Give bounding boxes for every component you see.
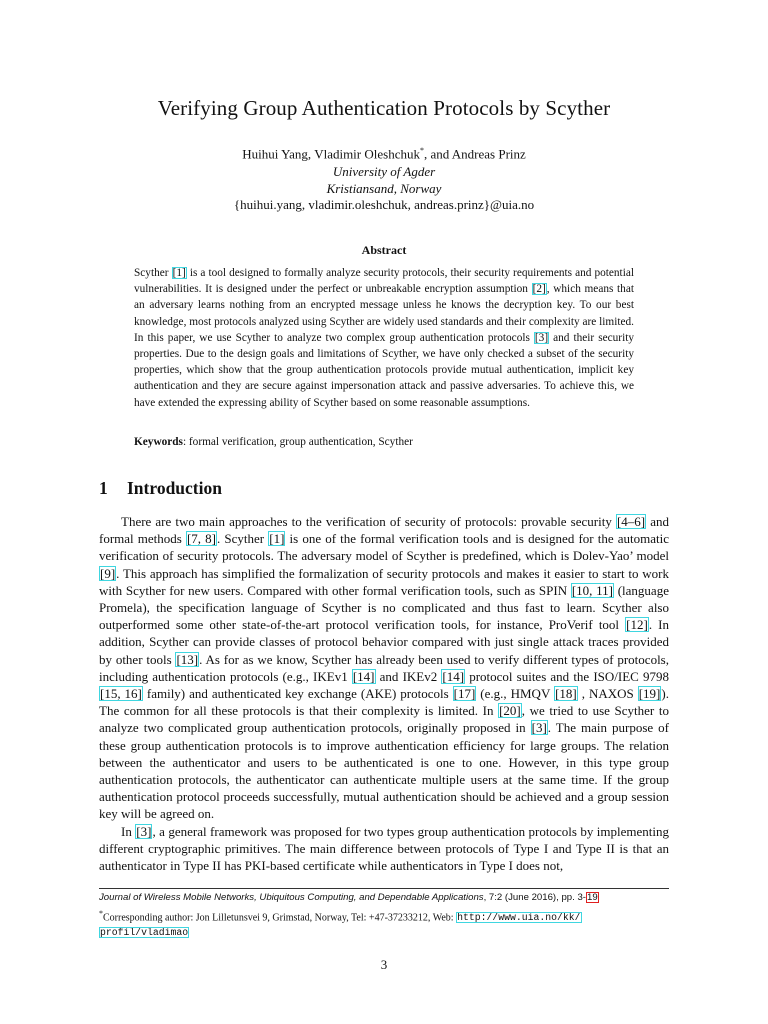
text-run: is a tool designed to formally analyze security protocols, their security requirements and potential vulnerabilities. It is designed under the perfect or unbreakable encryption assumption: [134, 267, 634, 296]
affiliation-location: Kristiansand, Norway: [326, 181, 442, 196]
journal-name: Journal of Wireless Mobile Networks, Ubiquitous Computing, and Dependable Applications: [99, 892, 484, 903]
body-text: [99, 513, 669, 874]
text-run: , we tried to use Scyther to analyze two complicated group authentication protocols, originally proposed in: [99, 703, 669, 736]
citation-link[interactable]: [1]: [269, 531, 285, 547]
citation-link[interactable]: [13]: [176, 651, 199, 667]
citation-link[interactable]: [12]: [626, 617, 648, 633]
text-run: . In addition, Scyther can provide classes of protocol behavior compared with just single attack traces provided by other tools: [99, 617, 669, 667]
text-run: , NAXOS: [577, 686, 638, 702]
section-number: 1: [99, 478, 108, 498]
paragraph: [99, 513, 669, 823]
citation-link[interactable]: [18]: [555, 686, 577, 702]
citation-link[interactable]: [4–6]: [616, 514, 646, 529]
journal-footnote: [99, 892, 669, 903]
text-run: is one of the formal verification tools and is designed for the automatic verification of security protocols. The adversary model of Scyther is predefined, which is Dolev-Yao’ model: [99, 531, 669, 564]
text-run: . As for as we know, Scyther has already been used to verify different types of protocols, including authentication protocols (e.g., IKEv1: [99, 651, 669, 684]
section-title: Introduction: [127, 478, 222, 498]
corr-mark: *: [99, 909, 103, 918]
citation-link[interactable]: [3]: [531, 720, 547, 736]
text-run: (e.g., HMQV: [476, 686, 555, 702]
citation-link[interactable]: [1]: [172, 267, 186, 279]
paragraph: [99, 823, 669, 875]
citation-link[interactable]: [9]: [100, 565, 116, 581]
citation-link[interactable]: [20]: [499, 703, 521, 719]
author-emails: {huihui.yang, vladimir.oleshchuk, andreas.prinz}@uia.no: [233, 197, 535, 212]
author-list: [0, 146, 768, 162]
text-run: family) and authenticated key exchange (AKE) protocols: [142, 686, 453, 702]
citation-link[interactable]: [17]: [453, 686, 476, 702]
authors-tail: , and Andreas Prinz: [423, 146, 526, 162]
abstract-text: [134, 265, 634, 411]
text-run: and formal methods: [99, 514, 669, 547]
text-run: . The main purpose of these group authentication protocols is to improve authentication efficiency for large groups. The relation between the authenticator and users to be authenticated is one to one. However, in this type group authentication protocols, the authenticator can authenticate multiple users at the same time. If the group authentication protocol proceeds successfully, mutual authentication should be achieved and a group session key will be agreed on.: [99, 720, 669, 822]
text-run: and their security properties. Due to the design goals and limitations of Scyther, we have only checked a subset of the security properties, which show that the group authentication protocols provide mutual authentication, implicit key authentication and they are secure against impersonation attack and passive adversaries. To achieve this, we have extended the expressing ability of Scyther based on some reasonable assumptions.: [134, 331, 634, 409]
paper-title: Verifying Group Authentication Protocols by Scyther: [157, 96, 611, 120]
citation-link[interactable]: [3]: [534, 331, 549, 344]
text-run: , which means that an adversary learns nothing from an encrypted message unless he knows the decryption key. To our best knowledge, most protocols analyzed using Scyther are widely used standards and their complexity are limited. In this paper, we use Scyther to analyze two complex group authentication protocols: [134, 283, 634, 344]
text-run: ). The common for all these protocols is that their complexity is limited. In: [99, 686, 669, 719]
citation-link[interactable]: [19]: [638, 686, 661, 702]
citation-link[interactable]: [7, 8]: [186, 531, 217, 547]
text-run: . Scyther: [217, 531, 269, 547]
keywords-label: Keywords: [134, 436, 183, 448]
text-run: protocol suites and the ISO/IEC 9798: [465, 668, 669, 684]
citation-link[interactable]: [2]: [532, 283, 546, 296]
journal-last-page-link[interactable]: 19: [586, 892, 598, 903]
citation-link[interactable]: [14]: [352, 668, 375, 684]
text-run: Scyther: [134, 267, 172, 279]
text-run: and IKEv2: [375, 668, 442, 684]
page-number: 3: [380, 957, 388, 972]
text-run: There are two main approaches to the verification of security of protocols: provable security: [121, 514, 616, 529]
citation-link[interactable]: [3]: [136, 823, 152, 839]
keywords-line: [134, 436, 634, 448]
affiliation-university: University of Agder: [332, 164, 436, 179]
text-run: . This approach has simplified the formalization of security protocols and makes it easier to start to work with Scyther for new users. Compared with other formal verification tools, such as SPIN: [99, 565, 669, 598]
keywords-values: : formal verification, group authentication, Scyther: [182, 436, 413, 448]
text-run: In: [121, 823, 136, 839]
text-run: (language Promela), the specification language of Scyther is no complicated and thus fast to learn. Scyther also outperformed some other state-of-the-art protocol verification tools, for instance, ProVerif tool: [99, 582, 669, 633]
footnote-rule: [99, 888, 669, 889]
journal-info: , 7:2 (June 2016), pp. 3-: [483, 892, 586, 903]
corresponding-author-footnote: [99, 906, 671, 940]
text-run: , a general framework was proposed for two types group authentication protocols by implementing different cryptographic primitives. The main difference between protocols of Type I and Type II is that an authenticator in Type II has PKI-based certificate while authenticators in Type I does not,: [99, 823, 669, 874]
corr-text: Corresponding author: Jon Lilletunsvei 9, Grimstad, Norway, Tel: +47-37233212, Web:: [103, 912, 457, 924]
homepage-link[interactable]: http://www.uia.no/kk/: [457, 912, 581, 924]
citation-link[interactable]: [14]: [442, 668, 465, 684]
abstract-heading: Abstract: [361, 243, 407, 257]
authors-main: Huihui Yang, Vladimir Oleshchuk: [242, 146, 420, 162]
citation-link[interactable]: [15, 16]: [100, 686, 142, 702]
citation-link[interactable]: [10, 11]: [571, 582, 613, 598]
corresponding-mark: *: [419, 146, 424, 155]
section-heading: [99, 478, 222, 499]
homepage-link-continued[interactable]: profil/vladimao: [100, 927, 189, 939]
